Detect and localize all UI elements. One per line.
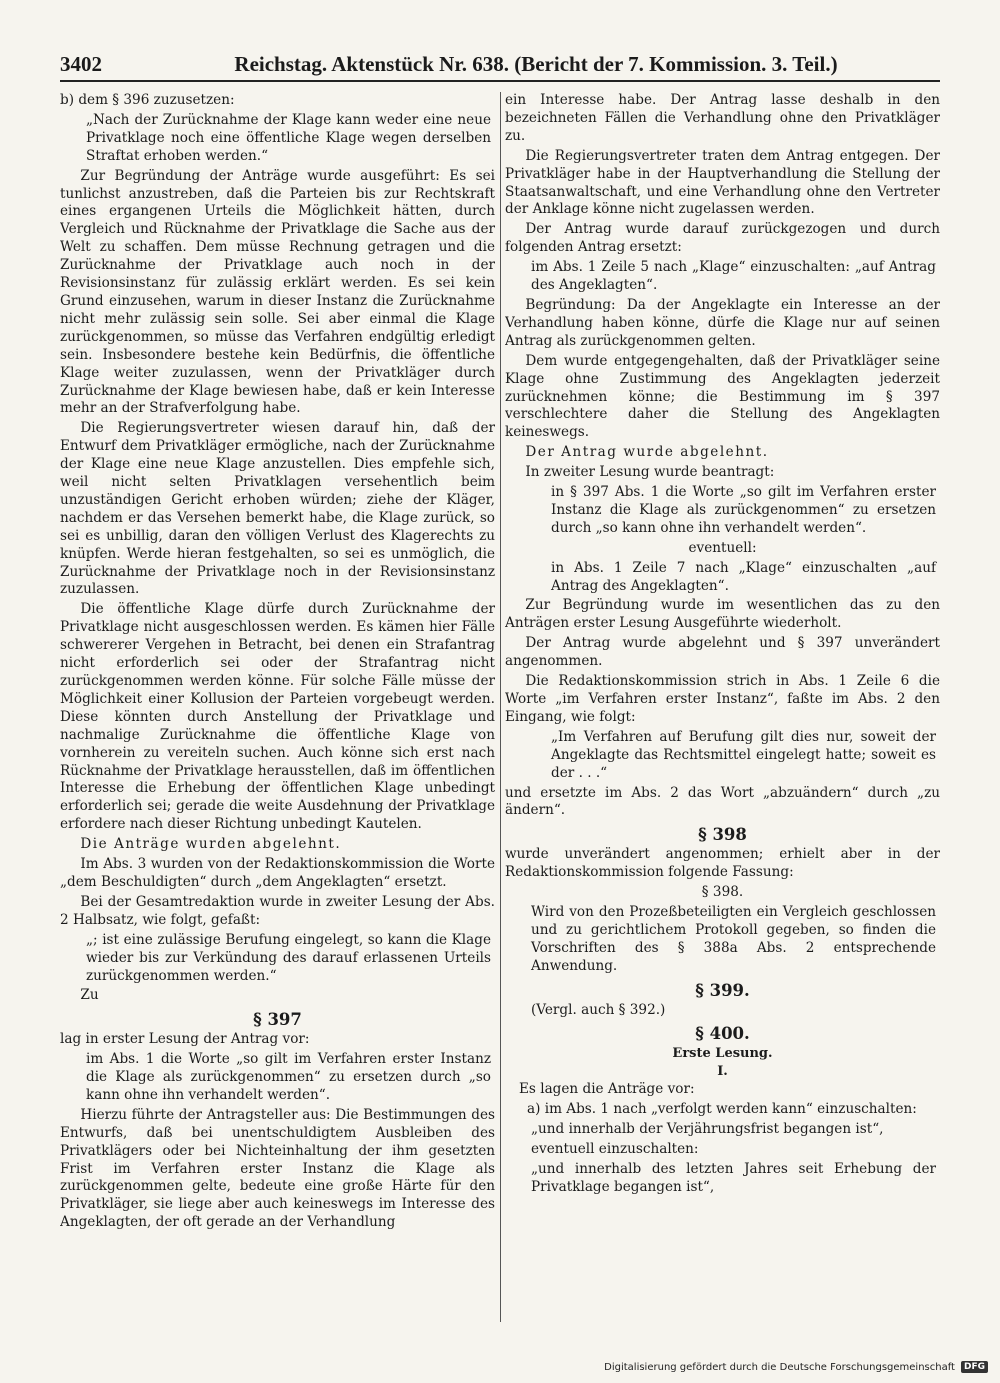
paragraph: Es lagen die Anträge vor:	[519, 1081, 695, 1098]
paragraph: wurde unverändert angenommen; erhielt aber in der Redaktionskommission folgende Fassung:	[505, 846, 940, 881]
section-heading: § 400.	[695, 1024, 750, 1044]
paragraph: Der Antrag wurde abgelehnt und § 397 unverändert angenommen.	[505, 635, 940, 670]
paragraph: (Vergl. auch § 392.)	[531, 1001, 666, 1018]
paragraph: In zweiter Lesung wurde beantragt:	[525, 464, 775, 481]
paragraph: ein Interesse habe. Der Antrag lasse deshalb in den bezeichneten Fällen die Verhandlung ohne den Privatkläger zu.	[505, 92, 940, 144]
quote: „und innerhalb des letzten Jahres seit Erhebung der Privatklage begangen ist“,	[531, 1160, 936, 1195]
paragraph: Begründung: Da der Angeklagte ein Interesse an der Verhandlung haben könne, dürfe die Klage nur auf seinen Antrag als zurückgenommen gelten.	[505, 296, 940, 349]
paragraph: eventuell einzuschalten:	[531, 1140, 699, 1157]
paragraph: lag in erster Lesung der Antrag vor:	[60, 1031, 310, 1048]
paragraph: Zur Begründung der Anträge wurde ausgeführt: Es sei tunlichst anzustreben, daß die Parteien bis zur Rechtskraft eines ergangenen Urteils die Möglichkeit hätten, durch Vergleich und Rücknahme der Privatklage die Sache aus der Welt zu schaffen. Dem müsse Rechnung getragen und die Zurücknahme der Privatklage auch noch in der Revisionsinstanz für zulässig erklärt werden. Es sei kein Grund einzusehen, warum in dieser Instanz die Zurücknahme nicht mehr zulässig sein solle. Sei aber einmal die Klage zurückgenommen, so müsse das Verfahren endgültig erledigt sein. Insbesondere bestehe kein Bedürfnis, die öffentliche Klage weiter zuzulassen, wenn der Privatkläger durch Zurücknahme der Klage bewiesen habe, daß er kein Interesse mehr an der Strafverfolgung habe.	[60, 167, 495, 417]
column-divider	[500, 92, 501, 1322]
paragraph: b) dem § 396 zuzusetzen:	[60, 92, 235, 108]
paragraph: Der Antrag wurde darauf zurückgezogen und durch folgenden Antrag ersetzt:	[505, 221, 940, 256]
paragraph: Hierzu führte der Antragsteller aus: Die Bestimmungen des Entwurfs, daß bei unentschuldigtem Ausbleiben des Privatklägers oder bei Nichteinhaltung der ihm gesetzten Frist im Verfahren erster Instanz die Klage als zurückgenommen gelte, bedeute eine große Härte für den Privatkläger, sie liege aber auch keineswegs im Interesse des Angeklagten, der oft gerade an der Verhandlung	[60, 1106, 495, 1231]
paragraph: Bei der Gesamtredaktion wurde in zweiter Lesung der Abs. 2 Halbsatz, wie folgt, gefaßt:	[60, 893, 495, 928]
quote: „Im Verfahren auf Berufung gilt dies nur, soweit der Angeklagte das Rechtsmittel eingelegt hatte; soweit es der . . .“	[551, 728, 936, 781]
section-heading: § 397	[253, 1010, 302, 1030]
paragraph: eventuell:	[688, 539, 757, 556]
footer-text: Digitalisierung gefördert durch die Deutsche Forschungsgemeinschaft	[604, 1361, 955, 1373]
paragraph: Dem wurde entgegengehalten, daß der Privatkläger seine Klage ohne Zustimmung des Angeklagten jederzeit zurücknehmen könne; die Bestimmung im § 397 verschlechtere daher die Stellung des Angeklagten keineswegs.	[505, 352, 940, 441]
section-subheading: § 398.	[701, 884, 744, 901]
paragraph: Im Abs. 3 wurden von der Redaktionskommission die Worte „dem Beschuldigten“ durch „dem Angeklagten“ ersetzt.	[60, 856, 495, 890]
quote: im Abs. 1 Zeile 5 nach „Klage“ einzuschalten: „auf Antrag des Angeklagten“.	[531, 259, 936, 294]
paragraph: Die Regierungsvertreter traten dem Antrag entgegen. Der Privatkläger habe in der Hauptverhandlung die Stellung der Staatsanwaltschaft, und eine Verhandlung ohne den Vertreter der Anklage könne nicht zugelassen werden.	[505, 147, 940, 218]
page-number: 3402	[60, 51, 102, 76]
paragraph: und ersetzte im Abs. 2 das Wort „abzuändern“ durch „zu ändern“.	[505, 784, 940, 819]
quote: Wird von den Prozeßbeteiligten ein Vergleich geschlossen und zu gerichtlichem Protokoll gegeben, so finden die Vorschriften des § 388a Abs. 2 entsprechende Anwendung.	[531, 903, 936, 974]
quote: „; ist eine zulässige Berufung eingelegt, so kann die Klage wieder bis zur Verkündung des darauf erlassenen Urteils zurückgenommen werden.“	[86, 931, 491, 984]
quote: in § 397 Abs. 1 die Worte „so gilt im Verfahren erster Instanz die Klage als zurückgenommen“ zu ersetzen durch „so kann ohne ihn verhandelt werden“.	[551, 484, 936, 536]
right-column	[505, 92, 940, 1322]
page-header	[60, 48, 940, 82]
section-subheading: I.	[717, 1064, 728, 1080]
dfg-logo: DFG	[961, 1361, 988, 1373]
paragraph: Die Redaktionskommission strich in Abs. 1 Zeile 6 die Worte „im Verfahren erster Instanz“, faßte im Abs. 2 den Eingang, wie folgt:	[505, 673, 940, 725]
footer	[604, 1361, 988, 1373]
paragraph: Die Anträge wurden abgelehnt.	[80, 836, 342, 853]
section-heading: § 399.	[695, 980, 750, 1000]
paragraph: Zur Begründung wurde im wesentlichen das zu den Anträgen erster Lesung Ausgeführte wiederholt.	[505, 597, 940, 632]
section-heading: § 398	[698, 825, 747, 845]
quote: in Abs. 1 Zeile 7 nach „Klage“ einzuschalten „auf Antrag des Angeklagten“.	[551, 559, 936, 594]
quote: „Nach der Zurücknahme der Klage kann weder eine neue Privatklage noch eine öffentliche Klage wegen derselben Straftat erhoben werden.“	[86, 111, 491, 164]
quote: „und innerhalb der Verjährungsfrist begangen ist“,	[531, 1120, 884, 1137]
paragraph: Der Antrag wurde abgelehnt.	[525, 444, 769, 461]
left-column	[60, 92, 495, 1322]
paragraph: Zu	[80, 987, 99, 1004]
running-title: Reichstag. Aktenstück Nr. 638. (Bericht der 7. Kommission. 3. Teil.)	[234, 51, 838, 76]
text-columns	[60, 92, 940, 1322]
paragraph: Die Regierungsvertreter wiesen darauf hin, daß der Entwurf dem Privatkläger ermögliche, nach der Zurücknahme der Klage eine neue Klage anzustellen. Dies empfehle sich, weil nicht selten Privatklagen versehentlich beim unzuständigen Gericht erhoben würden; ziehe der Kläger, nachdem er das Versehen bemerkt habe, die Klage zurück, so sei es unbillig, daran den völligen Verlust des Klagerechts zu knüpfen. Werde hieran festgehalten, so sei es unmöglich, die Zurücknahme der Privatklage noch in der Revisionsinstanz zuzulassen.	[60, 420, 495, 598]
paragraph: a) im Abs. 1 nach „verfolgt werden kann“ einzuschalten:	[527, 1101, 917, 1118]
quote: im Abs. 1 die Worte „so gilt im Verfahren erster Instanz die Klage als zurückgenommen“ zu ersetzen durch „so kann ohne ihn verhandelt werden“.	[86, 1051, 491, 1103]
section-subheading: Erste Lesung.	[672, 1046, 773, 1062]
paragraph: Die öffentliche Klage dürfe durch Zurücknahme der Privatklage nicht ausgeschlossen werden. Es kämen hier Fälle schwererer Vergehen in Betracht, bei denen ein Strafantrag nicht erforderlich sei oder der Strafantrag nicht zurückgenommen werden könne. Für solche Fälle müsse der Möglichkeit einer Kollusion der Parteien vorgebeugt werden. Diese könnten durch Anstellung der Privatklage und nachmalige Zurücknahme die öffentliche Klage von vornherein zu vereiteln suchen. Auch könne sich erst nach Rücknahme der Privatklage herausstellen, daß im öffentlichen Interesse die Erhebung der öffentlichen Klage unbedingt erforderlich sei; gerade die weite Ausdehnung der Privatklage erfordere nach dieser Richtung unbedingt Kautelen.	[60, 601, 495, 833]
